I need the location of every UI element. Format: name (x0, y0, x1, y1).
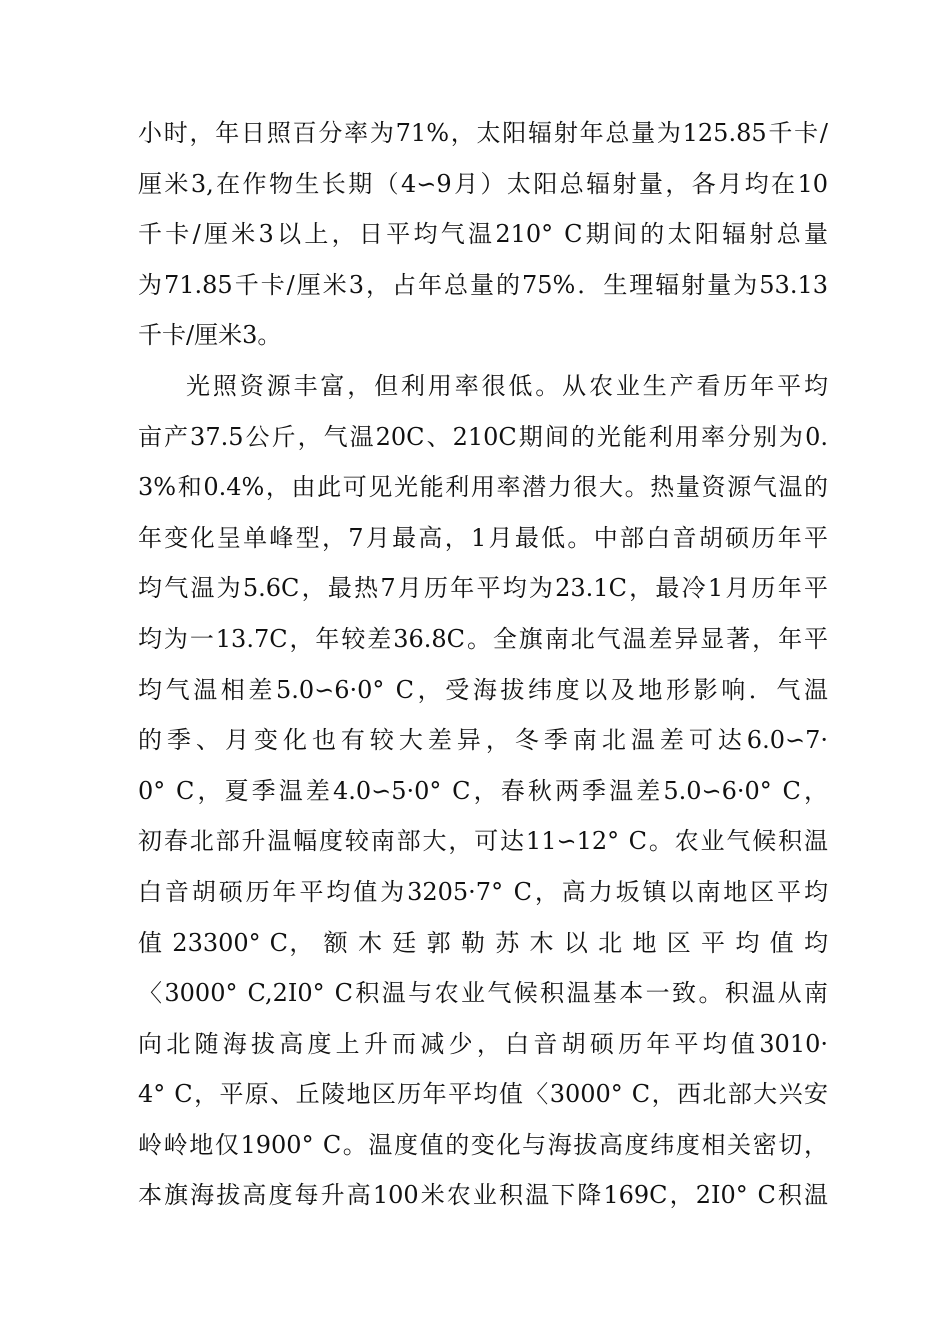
text-line: 亩产37.5公斤，气温20C、210C期间的光能利用率分别为0. (138, 422, 828, 451)
text-line: 本旗海拔高度每升高100米农业积温下降169C，2I0° C积温 (138, 1181, 828, 1210)
text-line: 〈3000° C,2I0° C积温与农业气候积温基本一致。积温从南 (138, 979, 828, 1008)
text-line: 小时，年日照百分率为71%，太阳辐射年总量为125.85千卡/ (138, 119, 828, 147)
text-line: 千卡/厘米3以上，日平均气温210° C期间的太阳辐射总量 (138, 220, 828, 249)
text-line: 0° C，夏季温差4.0∽5·0° C，春秋两季温差5.0∽6·0° C， (138, 776, 828, 805)
text-line: 岭岭地仅1900° C。温度值的变化与海拔高度纬度相关密切， (138, 1130, 828, 1159)
text-line: 初春北部升温幅度较南部大，可达11∽12° C。农业气候积温 (138, 827, 828, 856)
text-line: 4° C，平原、丘陵地区历年平均值〈3000° C，西北部大兴安 (138, 1080, 828, 1109)
text-line: 为71.85千卡/厘米3，占年总量的75%．生理辐射量为53.13 (138, 270, 828, 299)
text-line: 的季、月变化也有较大差异，冬季南北温差可达6.0∽7· (138, 726, 828, 755)
text-line: 均气温相差5.0∽6·0° C，受海拔纬度以及地形影响．气温 (138, 675, 828, 704)
body-text (138, 108, 828, 1221)
text-line: 均气温为5.6C，最热7月历年平均为23.1C，最冷1月历年平 (138, 574, 828, 603)
text-line: 白音胡硕历年平均值为3205·7° C，高力坂镇以南地区平均 (138, 877, 828, 906)
text-line: 值 23300° C， 额 木 廷 郭 勒 苏 木 以 北 地 区 平 均 值 均 (138, 928, 828, 957)
text-line: 年变化呈单峰型，7月最高，1月最低。中部白音胡硕历年平 (138, 523, 828, 552)
text-line: 3%和0.4%，由此可见光能利用率潜力很大。热量资源气温的 (138, 473, 828, 502)
text-line: 光照资源丰富，但利用率很低。从农业生产看历年平均 (186, 371, 828, 400)
text-line: 千卡/厘米3。 (138, 321, 282, 350)
text-line: 均为一13.7C，年较差36.8C。全旗南北气温差异显著，年平 (138, 624, 828, 653)
text-line: 厘米3,在作物生长期（4∽9月）太阳总辐射量，各月均在10 (138, 169, 828, 198)
text-line: 向北随海拔高度上升而减少，白音胡硕历年平均值3010· (138, 1029, 828, 1058)
